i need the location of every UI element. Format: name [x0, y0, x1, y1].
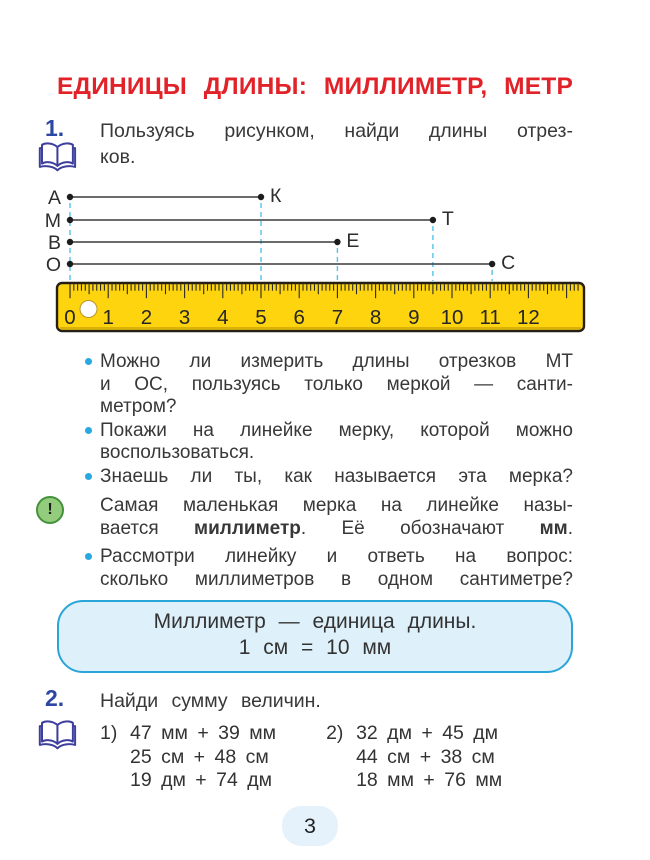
bullet-line: Знаешь ли ты, как называется эта мерка?: [100, 465, 573, 487]
rule-line: Миллиметр — единица длины.: [153, 610, 477, 633]
bullet-line: сколько миллиметров в одном сантиметре?: [100, 568, 573, 590]
question-bullets: [100, 351, 573, 488]
svg-text:11: 11: [479, 306, 501, 329]
svg-text:2: 2: [140, 306, 153, 329]
page-number-area: [0, 806, 635, 846]
bullet-line: метром?: [100, 396, 177, 417]
exercise-2-text: Найди сумму величин.: [100, 690, 321, 712]
svg-text:0: 0: [64, 306, 76, 329]
bullet-line: Рассмотри линейку и ответь на вопрос:: [100, 546, 573, 567]
svg-text:7: 7: [331, 306, 344, 329]
svg-text:С: С: [501, 252, 516, 274]
exercise-1-line: Пользуясь рисунком, найди длины отрез-: [100, 120, 573, 142]
sum-row: 32 дм + 45 дм: [356, 722, 499, 744]
bullet-line: Можно ли измерить длины отрезков МТ: [100, 351, 573, 372]
svg-text:В: В: [47, 232, 61, 254]
svg-text:9: 9: [408, 306, 420, 329]
svg-text:8: 8: [369, 306, 382, 329]
svg-text:4: 4: [217, 306, 229, 329]
exercise-1-line: ков.: [100, 146, 136, 168]
important-note: [47, 495, 573, 540]
svg-text:6: 6: [293, 306, 305, 329]
sum-row: 47 мм + 39 мм: [130, 722, 277, 744]
sum-group-label: 2): [326, 722, 344, 744]
svg-text:Е: Е: [346, 230, 360, 252]
sum-group-2: [326, 722, 502, 793]
rule-line: 1 см = 10 мм: [238, 636, 392, 659]
note-line: Самая маленькая мерка на линейке назы-: [100, 495, 573, 516]
exercise-2: [45, 685, 573, 793]
bullet-line: воспользоваться.: [100, 442, 255, 463]
sum-columns: [100, 722, 573, 793]
bullet-icon: [85, 473, 92, 480]
bullet-item: [100, 546, 573, 591]
note-line: вается миллиметр. Её обозначают мм.: [100, 517, 573, 539]
exercise-2-number: 2.: [45, 685, 65, 711]
bullet-item: [100, 466, 573, 489]
exercise-1-number: 1.: [45, 115, 65, 141]
bullet-line: и ОС, пользуясь только меркой — санти-: [100, 373, 573, 395]
svg-text:М: М: [44, 210, 61, 232]
question-bullet-2: [100, 546, 573, 591]
svg-text:12: 12: [516, 306, 540, 329]
bullet-line: Покажи на линейке мерку, которой можно: [100, 419, 573, 441]
book-icon: [38, 719, 78, 758]
book-icon: [38, 141, 78, 180]
page-title: ЕДИНИЦЫ ДЛИНЫ: МИЛЛИМЕТР, МЕТР: [57, 73, 573, 100]
bullet-item: [100, 351, 573, 419]
svg-text:3: 3: [178, 306, 191, 329]
svg-text:1: 1: [102, 306, 114, 329]
svg-text:А: А: [47, 187, 61, 209]
segments-ruler-diagram: [0, 185, 650, 337]
exercise-1: [45, 115, 573, 170]
svg-text:10: 10: [440, 306, 464, 329]
sum-row: 44 см + 38 см: [356, 745, 495, 768]
svg-text:О: О: [45, 254, 61, 276]
svg-text:5: 5: [255, 306, 267, 329]
bullet-item: [100, 420, 573, 465]
exclamation-icon: !: [36, 496, 64, 524]
rule-box: [57, 600, 573, 673]
sum-group-label: 1): [100, 722, 118, 744]
page-number: 3: [282, 806, 338, 846]
sum-group-1: [100, 722, 276, 793]
sum-row: 18 мм + 76 мм: [356, 769, 503, 791]
bullet-icon: [85, 553, 92, 560]
bullet-icon: [85, 358, 92, 365]
svg-text:Т: Т: [441, 208, 454, 230]
sum-row: 19 дм + 74 дм: [130, 769, 273, 791]
sum-row: 25 см + 48 см: [130, 745, 269, 768]
svg-text:К: К: [270, 185, 282, 207]
bullet-icon: [85, 427, 92, 434]
